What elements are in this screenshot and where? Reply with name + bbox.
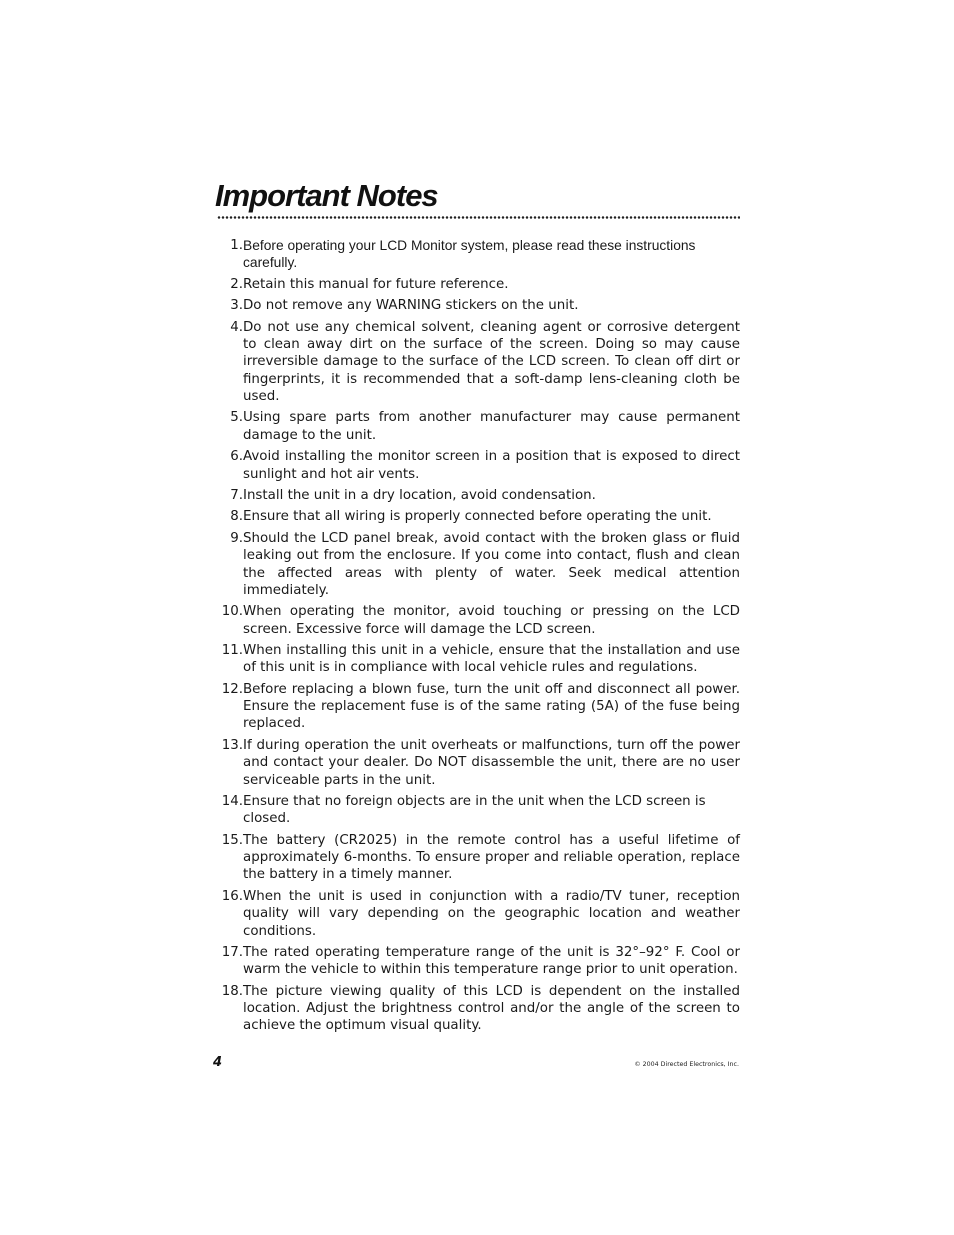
item-number: 10.: [221, 604, 243, 620]
item-text: Using spare parts from another manufacturer may cause permanent damage to the unit.: [243, 410, 740, 443]
important-notes-list: [212, 237, 740, 1039]
list-item: [212, 983, 740, 1035]
item-text: The picture viewing quality of this LCD is dependent on the installed location. Adjust the brightness control and/or the angle of the screen to achieve the optimum visual quality.: [243, 983, 740, 1034]
list-item: [212, 888, 740, 940]
list-item: [212, 319, 740, 405]
list-item: [212, 487, 740, 504]
item-text: Ensure that all wiring is properly connected before operating the unit.: [243, 509, 712, 525]
item-text: Ensure that no foreign objects are in the unit when the LCD screen is closed.: [243, 794, 706, 827]
page-title: Important Notes: [215, 178, 438, 213]
item-text: Should the LCD panel break, avoid contact with the broken glass or fluid leaking out from the enclosure. If you come into contact, flush and clean the affected areas with plenty of water. Seek medical attention immediately.: [243, 530, 740, 598]
list-item: [212, 681, 740, 733]
dotted-title-rule: [217, 215, 740, 220]
item-text: When operating the monitor, avoid touching or pressing on the LCD screen. Excessive force will damage the LCD screen.: [243, 604, 740, 637]
item-number: 18.: [221, 983, 243, 999]
item-number: 3.: [230, 298, 243, 314]
item-text: Avoid installing the monitor screen in a position that is exposed to direct sunlight and hot air vents.: [243, 449, 740, 482]
list-item: [212, 832, 740, 884]
copyright-notice: © 2004 Directed Electronics, Inc.: [634, 1061, 739, 1068]
list-item: [212, 237, 740, 272]
item-number: 1.: [230, 238, 243, 253]
item-text: Do not use any chemical solvent, cleaning agent or corrosive detergent to clean away dirt on the surface of the screen. Doing so may cause irreversible damage to the surface of the LCD screen. To clean off dirt or fingerprints, it is recommended that a soft-damp lens-cleaning cloth be used.: [243, 319, 740, 404]
list-item: [212, 508, 740, 525]
item-number: 2.: [230, 276, 243, 292]
item-text: If during operation the unit overheats or malfunctions, turn off the power and contact your dealer. Do NOT disassemble the unit, there are no user serviceable parts in the unit.: [243, 737, 740, 788]
item-text: Before operating your LCD Monitor system, please read these instructions carefully.: [243, 238, 696, 271]
list-item: [212, 793, 740, 828]
item-text: Retain this manual for future reference.: [243, 276, 509, 292]
page-number: 4: [213, 1055, 223, 1070]
item-number: 4.: [230, 319, 243, 335]
item-number: 9.: [230, 530, 243, 546]
item-number: 7.: [230, 487, 243, 503]
list-item: [212, 944, 740, 979]
list-item: [212, 642, 740, 677]
item-number: 15.: [221, 832, 243, 848]
item-number: 17.: [221, 944, 243, 960]
item-text: When the unit is used in conjunction with a radio/TV tuner, reception quality will vary depending on the geographic location and weather conditions.: [243, 888, 740, 939]
item-text: Before replacing a blown fuse, turn the unit off and disconnect all power. Ensure the replacement fuse is of the same rating (5A) of the fuse being replaced.: [243, 681, 740, 732]
item-number: 13.: [221, 737, 243, 753]
list-item: [212, 276, 740, 293]
item-text: The rated operating temperature range of the unit is 32°–92° F. Cool or warm the vehicle to within this temperature range prior to unit operation.: [243, 944, 740, 978]
item-number: 12.: [221, 681, 243, 697]
list-item: [212, 530, 740, 599]
item-number: 8.: [230, 509, 243, 525]
item-number: 5.: [230, 410, 243, 426]
item-text: Do not remove any WARNING stickers on the unit.: [243, 298, 579, 314]
list-item: [212, 297, 740, 314]
item-text: Install the unit in a dry location, avoid condensation.: [243, 487, 596, 503]
item-number: 11.: [221, 643, 243, 659]
item-number: 14.: [221, 794, 243, 810]
item-text: The battery (CR2025) in the remote control has a useful lifetime of approximately 6-months. To ensure proper and reliable operation, replace the battery in a timely manner.: [243, 832, 740, 883]
item-number: 16.: [221, 888, 243, 904]
list-item: [212, 737, 740, 789]
list-item: [212, 603, 740, 638]
item-text: When installing this unit in a vehicle, ensure that the installation and use of this unit is in compliance with local vehicle rules and regulations.: [243, 643, 740, 676]
list-item: [212, 409, 740, 444]
list-item: [212, 448, 740, 483]
item-number: 6.: [230, 449, 243, 465]
